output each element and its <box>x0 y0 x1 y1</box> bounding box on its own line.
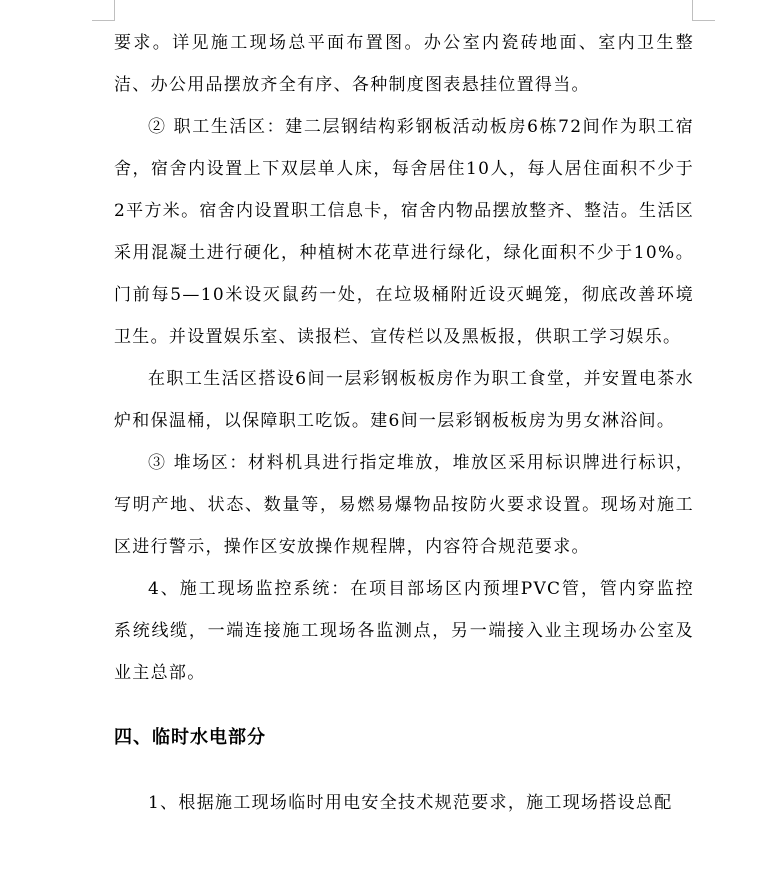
paragraph-temporary-power: 1、根据施工现场临时用电安全技术规范要求，施工现场搭设总配 <box>148 793 673 813</box>
document-body <box>114 22 694 824</box>
paragraph-storage-yard: ③ 堆场区：材料机具进行指定堆放，堆放区采用标识牌进行标识，写明产地、状态、数量等，易燃易爆物品按防火要求设置。现场对施工区进行警示，操作区安放操作规程牌，内容符合规范要求。 <box>114 453 694 557</box>
paragraph-canteen: 在职工生活区搭设6间一层彩钢板板房作为职工食堂，并安置电茶水炉和保温桶，以保障职工吃饭。建6间一层彩钢板板房为男女淋浴间。 <box>114 369 694 431</box>
crop-mark-left <box>92 0 115 21</box>
paragraph-monitoring-system: 4、施工现场监控系统：在项目部场区内预埋PVC管，管内穿监控系统线缆，一端连接施工现场各监测点，另一端接入业主现场办公室及业主总部。 <box>114 579 694 683</box>
section-heading: 四、临时水电部分 <box>114 727 266 748</box>
crop-mark-right <box>692 0 715 21</box>
paragraph-office-continued: 要求。详见施工现场总平面布置图。办公室内瓷砖地面、室内卫生整洁、办公用品摆放齐全有序、各种制度图表悬挂位置得当。 <box>114 33 694 95</box>
paragraph-living-area: ② 职工生活区：建二层钢结构彩钢板活动板房6栋72间作为职工宿舍，宿舍内设置上下双层单人床，每舍居住10人，每人居住面积不少于2平方米。宿舍内设置职工信息卡，宿舍内物品摆放整齐、整洁。生活区采用混凝土进行硬化，种植树木花草进行绿化，绿化面积不少于10%。门前每5—10米设灭鼠药一处，在垃圾桶附近设灭蝇笼，彻底改善环境卫生。并设置娱乐室、读报栏、宣传栏以及黑板报，供职工学习娱乐。 <box>114 117 694 347</box>
